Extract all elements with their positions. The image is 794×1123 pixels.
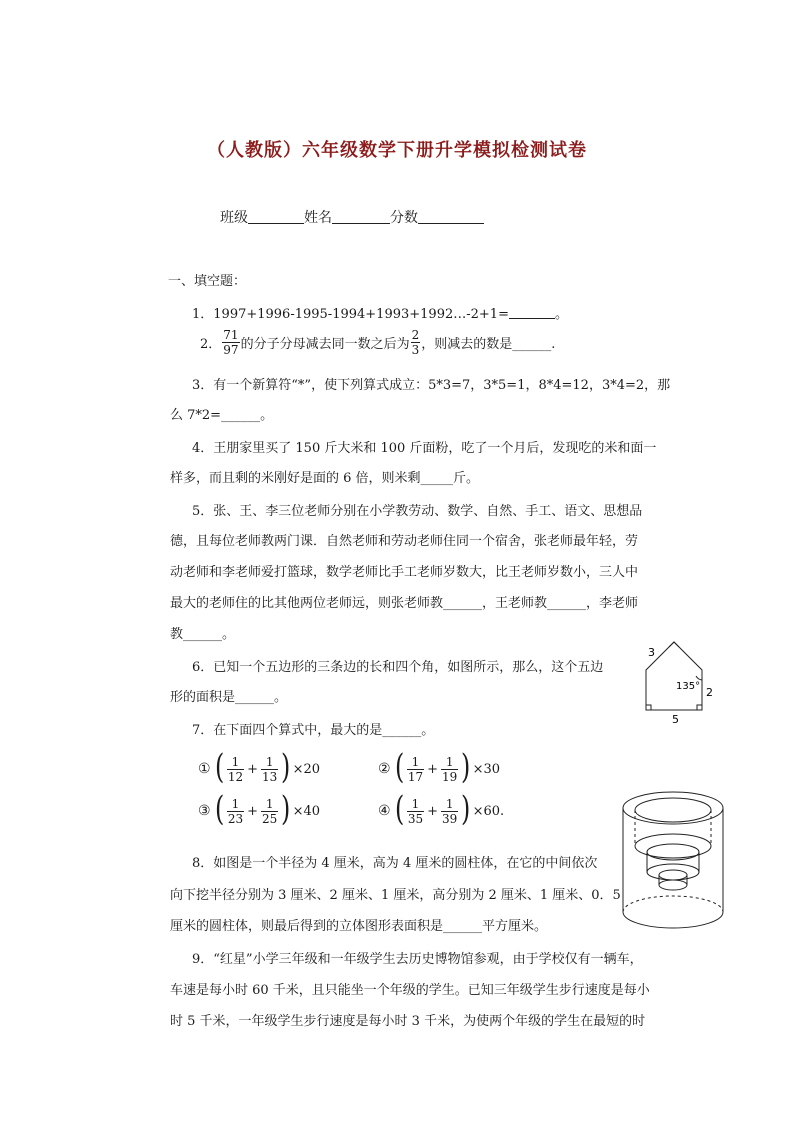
q7-opt2-frac-a [407,755,424,784]
student-info-row [220,207,484,227]
q9-line-3: 时 5 千米，一年级学生步行速度是每小时 3 千米，为使两个年级的学生在最短的时 [170,1014,646,1029]
pentagon-side-top: 3 [648,646,655,659]
q9-line-2: 车速是每小时 60 千米，且只能坐一个年级的学生。已知三年级学生步行速度是每小 [170,983,650,998]
q7-opt4-frac-a [407,797,424,826]
class-label: 班级 [220,210,248,226]
q5-line-5: 教______。 [170,627,236,642]
denominator: 19 [442,769,458,784]
q7-opt1-frac-b [261,755,278,784]
q7-option-2-multiplier: ×30 [472,761,500,777]
numerator: 1 [441,797,458,812]
q7-option-4 [378,789,505,829]
q7-opt4-frac-b [441,797,458,826]
q3-line-2: 么 7*2=______。 [170,408,274,423]
q2-fraction-2 [411,328,421,357]
right-paren: ) [281,789,291,829]
page-title: （人教版）六年级数学下册升学模拟检测试卷 [207,140,587,161]
denominator: 39 [442,811,458,826]
q7-option-3 [198,789,320,829]
plus-sign: + [427,803,439,819]
q7-opt3-frac-b [261,797,278,826]
class-blank [248,209,304,224]
q1-end: 。 [554,307,568,322]
q9-line-1: 9．“红星”小学三年级和一年级学生去历史博物馆参观，由于学校仅有一辆车， [192,952,643,967]
left-paren: ( [214,747,224,787]
denominator: 17 [407,769,424,784]
q7-option-2 [378,747,500,787]
q2-f1-denominator: 97 [223,343,239,357]
numerator: 1 [407,797,424,812]
q8-line-1: 8．如图是一个半径为 4 厘米，高为 4 厘米的圆柱体，在它的中间依次 [192,856,598,871]
q3-line-1: 3．有一个新算符“*”，使下列算式成立：5*3=7，3*5=1，8*4=12，3*4=2，那 [192,378,671,393]
score-label: 分数 [390,210,418,226]
pentagon-side-right: 2 [706,686,713,699]
q8-line-3: 厘米的圆柱体，则最后得到的立体图形表面积是______平方厘米。 [170,919,548,934]
q7-option-1-mark: ① [198,761,211,777]
numerator: 1 [441,755,458,770]
q5-line-3: 动老师和李老师爱打篮球，数学老师比手工老师岁数大，比王老师岁数小，三人中 [170,565,639,580]
q7-opt1-frac-a [227,755,244,784]
q8-line-2: 向下挖半径分别为 3 厘米、2 厘米、1 厘米，高分别为 2 厘米、1 厘米、0．5 [170,888,621,903]
nested-cylinder-figure [618,786,728,936]
left-paren: ( [394,747,404,787]
q2-fraction-1 [222,328,239,357]
numerator: 1 [261,797,278,812]
right-paren: ) [461,747,471,787]
right-paren: ) [281,747,291,787]
q6-line-1: 6．已知一个五边形的三条边的长和四个角，如图所示，那么，这个五边 [192,660,604,675]
plus-sign: + [427,761,439,777]
plus-sign: + [247,761,259,777]
q5-line-2: 德，且每位老师教两门课．自然老师和劳动老师住同一个宿舍，张老师最年轻，劳 [170,534,639,549]
denominator: 23 [227,811,244,826]
denominator: 12 [227,769,244,784]
name-label: 姓名 [304,210,332,226]
name-blank [332,209,390,224]
numerator: 1 [227,755,244,770]
denominator: 25 [262,811,278,826]
q7-option-4-multiplier: ×60. [472,803,505,819]
denominator: 35 [407,811,424,826]
q2-f2-numerator: 2 [411,328,420,342]
q2-end-text: ，则减去的数是______. [421,337,556,352]
q6-line-2: 形的面积是______。 [170,690,288,705]
q4-line-2: 样多，而且剩的米刚好是面的 6 倍，则米剩_____斤。 [170,471,480,486]
numerator: 1 [227,797,244,812]
q7-option-3-mark: ③ [198,803,211,819]
pentagon-figure [636,636,726,728]
q7-line-1: 7．在下面四个算式中，最大的是______。 [192,723,435,738]
question-1 [192,303,568,322]
right-paren: ) [461,789,471,829]
numerator: 1 [261,755,278,770]
q7-option-1 [198,747,320,787]
q2-f2-denominator: 3 [411,343,420,357]
left-paren: ( [394,789,404,829]
q4-line-1: 4．王朋家里买了 150 斤大米和 100 斤面粉，吃了一个月后，发现吃的米和面一 [192,441,657,456]
q7-opt3-frac-a [227,797,244,826]
q1-blank [509,306,555,319]
q5-line-4: 最大的老师住的比其他两位老师远，则张老师教______，王老师教______，李老师 [170,596,639,611]
left-paren: ( [214,789,224,829]
pentagon-side-bottom: 5 [672,713,679,726]
pentagon-angle: 135° [676,681,701,692]
q7-option-1-multiplier: ×20 [292,761,320,777]
q2-mid-text: 的分子分母减去同一数之后为 [240,337,410,352]
q2-f1-numerator: 71 [223,328,239,342]
plus-sign: + [247,803,259,819]
q5-line-1: 5．张、王、李三位老师分别在小学教劳动、数学、自然、手工、语文、思想品 [192,504,643,519]
q7-option-2-mark: ② [378,761,391,777]
q7-option-3-multiplier: ×40 [292,803,320,819]
denominator: 13 [262,769,278,784]
numerator: 1 [407,755,424,770]
score-blank [418,209,484,224]
q2-number: 2． [200,337,222,352]
question-2 [200,328,555,357]
section-heading: 一、填空题： [168,274,247,289]
q1-text: 1．1997+1996-1995-1994+1993+1992…-2+1= [192,307,509,322]
q7-opt2-frac-b [441,755,458,784]
q7-option-4-mark: ④ [378,803,391,819]
